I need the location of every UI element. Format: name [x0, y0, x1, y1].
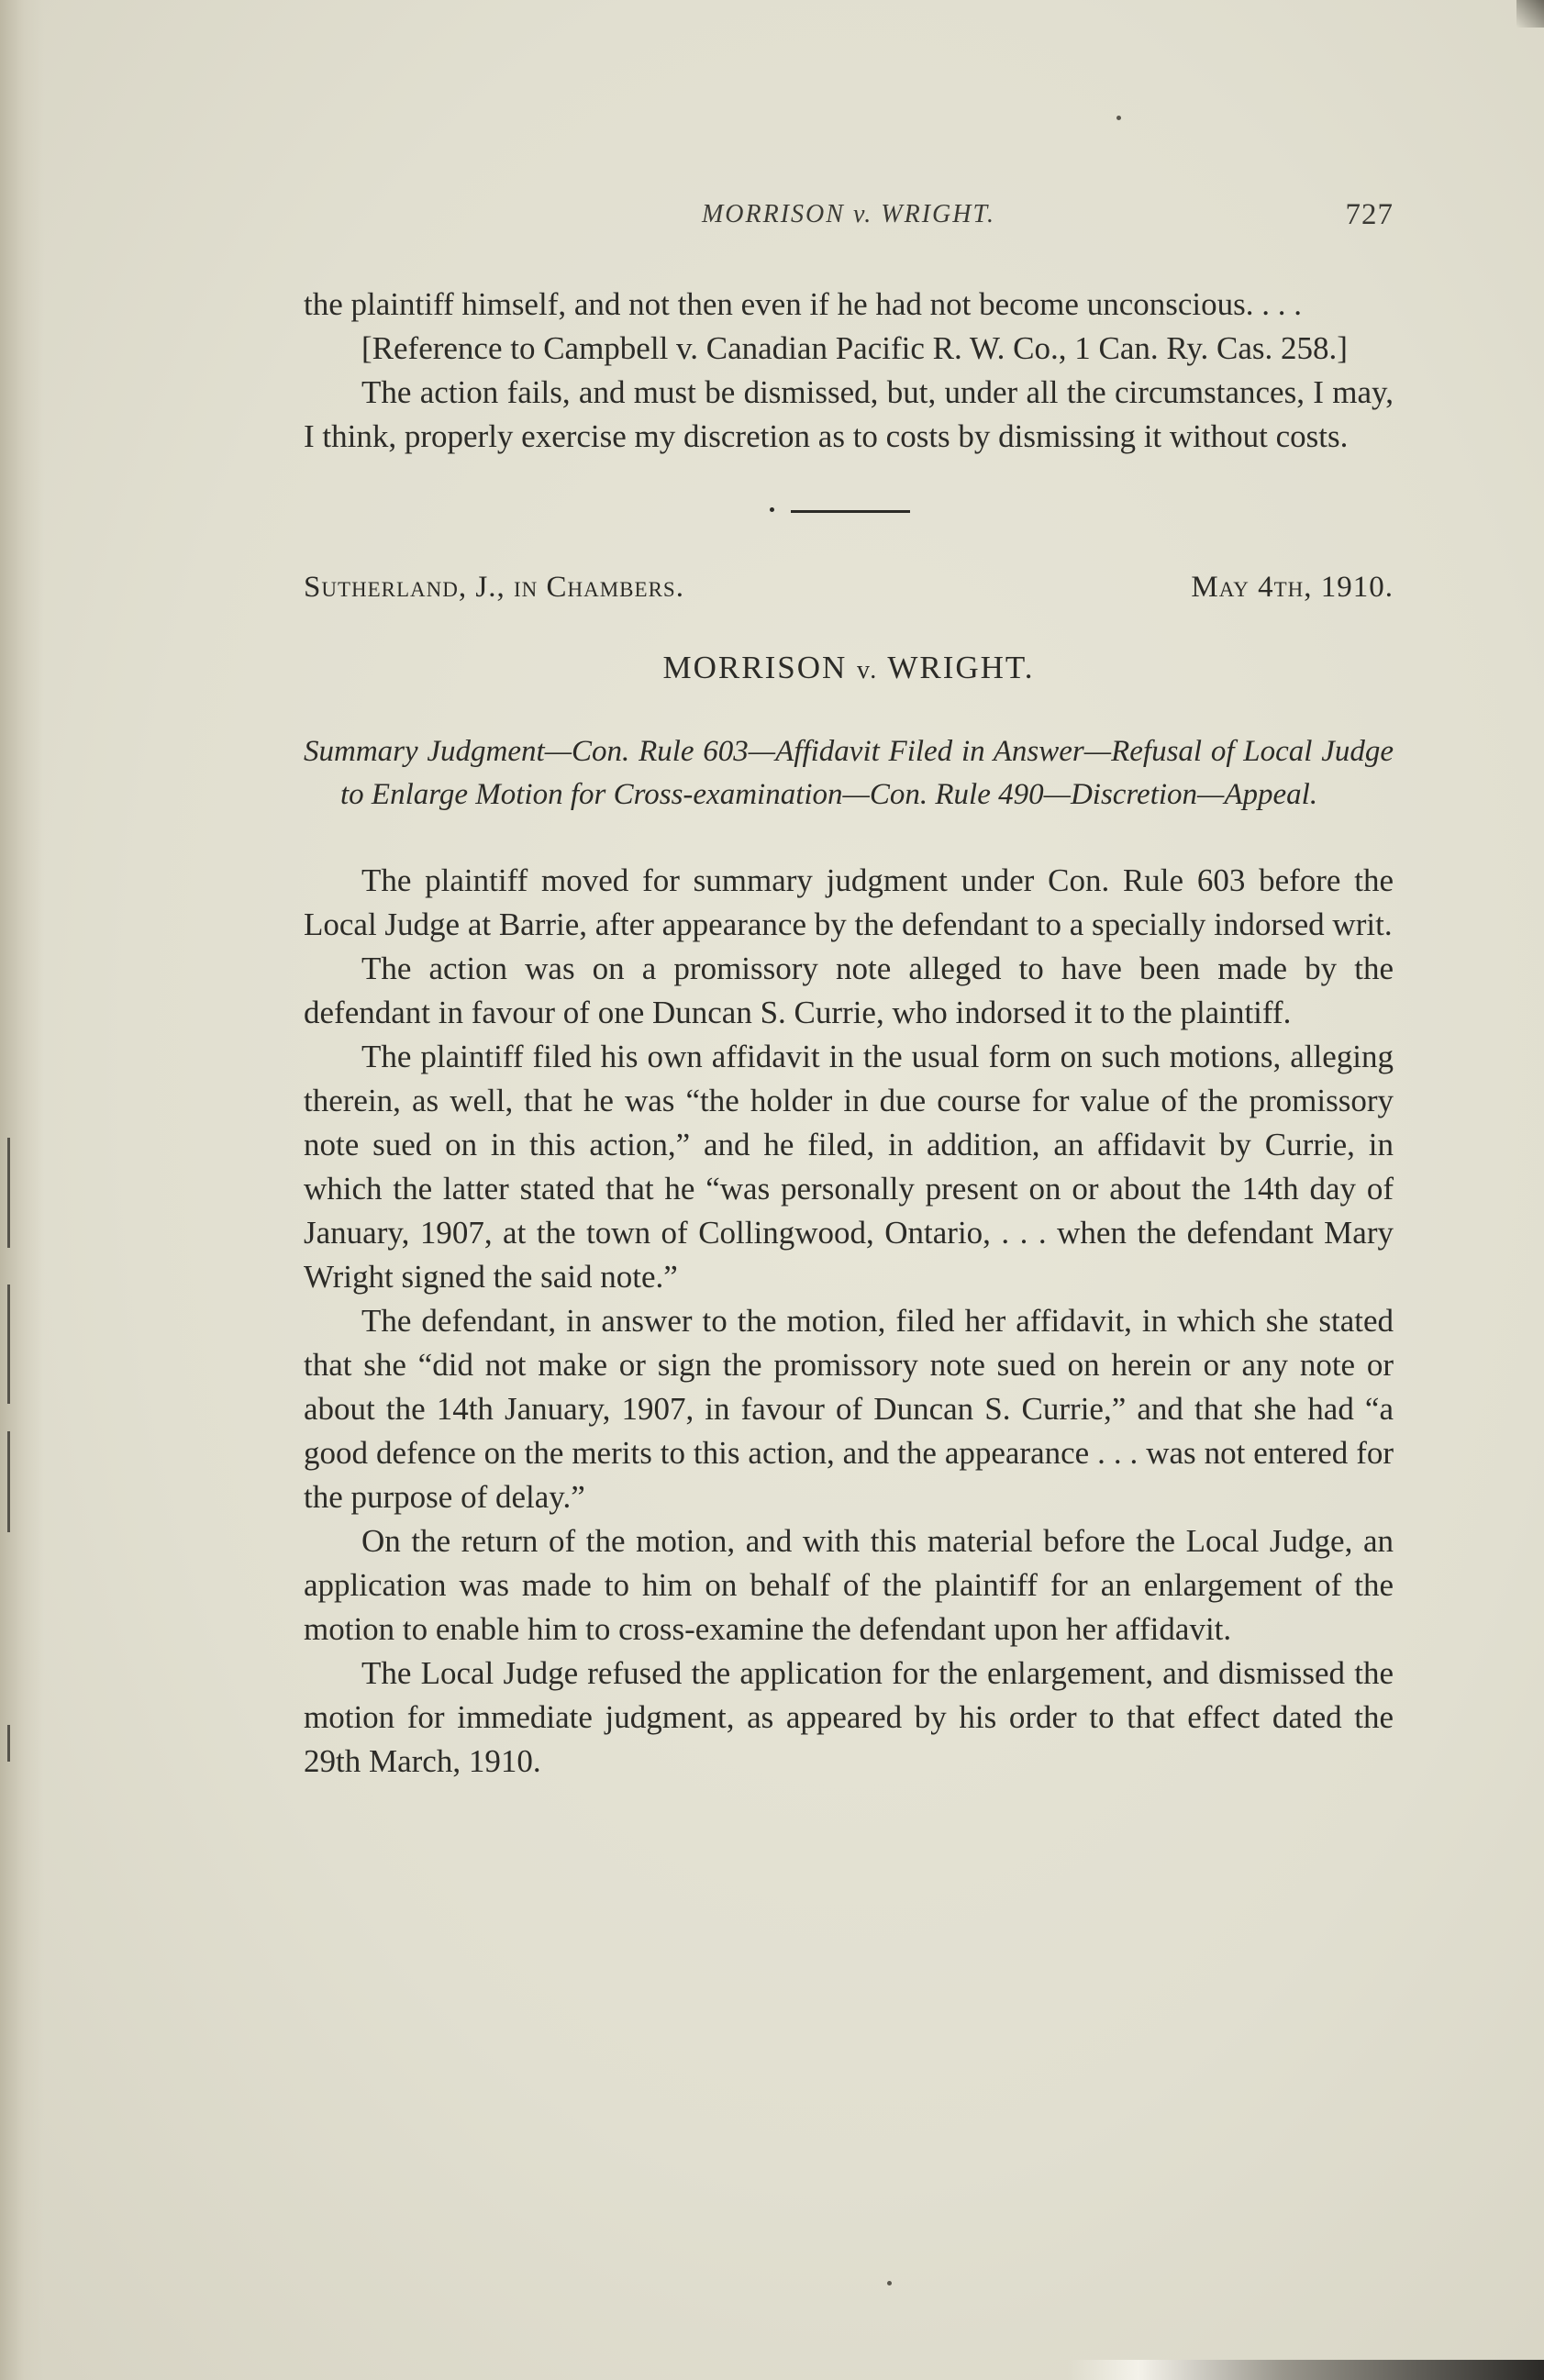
page-content [304, 184, 1394, 1784]
headnote: Summary Judgment—Con. Rule 603—Affidavit Filed in Answer—Refusal of Local Judge to Enlarge Motion for Cross-examination—Con. Rule 490—Discretion—Appeal. [304, 735, 1394, 811]
paragraph: [Reference to Campbell v. Canadian Pacific R. W. Co., 1 Can. Ry. Cas. 258.] [361, 330, 1348, 366]
court-name: Sutherland, J., in Chambers. [304, 571, 684, 604]
gutter-mark [7, 1285, 10, 1404]
paragraph: The plaintiff moved for summary judgment under Con. Rule 603 before the Local Judge at Barrie, after appearance by the defendant to a specially indorsed writ. [304, 862, 1394, 942]
section-divider [304, 459, 1394, 569]
gutter-mark [7, 1431, 10, 1532]
paragraph: The action was on a promissory note alleged to have been made by the defendant in favour of one Duncan S. Currie, who indorsed it to the plaintiff. [304, 951, 1394, 1030]
ink-fleck [887, 2281, 892, 2285]
court-line [304, 565, 1394, 609]
body-text [304, 859, 1394, 1784]
top-text [304, 283, 1394, 459]
paragraph: The defendant, in answer to the motion, filed her affidavit, in which she stated that she “did not make or sign the promissory note sued on herein or any note or about the 14th January, 1907, in favour of Duncan S. Currie,” and that she had “a good defence on the merits to this action, and the appearance . . . was not entered for the purpose of delay.” [304, 1303, 1394, 1515]
running-title: MORRISON v. WRIGHT. [701, 200, 995, 228]
paragraph: The Local Judge refused the application for the enlargement, and dismissed the motion for immediate judgment, as appeared by his order to that effect dated the 29th March, 1910. [304, 1655, 1394, 1779]
paragraph: The plaintiff filed his own affidavit in the usual form on such motions, alleging therein, as well, that he was “the holder in due course for value of the promissory note sued on in this action,” and he filed, in addition, an affidavit by Currie, in which the latter stated that he “was personally present on or about the 14th day of January, 1907, at the town of Collingwood, Ontario, . . . when the defendant Mary Wright signed the said note.” [304, 1039, 1394, 1295]
paragraph: the plaintiff himself, and not then even if he had not become unconscious. . . . [304, 286, 1302, 322]
running-head [304, 184, 1394, 239]
divider-dot [770, 507, 774, 512]
paragraph: The action fails, and must be dismissed, but, under all the circumstances, I may, I think, properly exercise my discretion as to costs by dismissing it without costs. [304, 374, 1394, 454]
page-number: 727 [1345, 198, 1394, 231]
paragraph: On the return of the motion, and with this material before the Local Judge, an application was made to him on behalf of the plaintiff for an enlargement of the motion to enable him to cross-examine the defendant upon her affidavit. [304, 1523, 1394, 1647]
ink-fleck [1116, 116, 1121, 120]
case-title [304, 646, 1394, 690]
decision-date: May 4th, 1910. [1191, 571, 1394, 604]
divider-rule [791, 510, 910, 513]
corner-shadow [1516, 0, 1544, 28]
gutter-mark [7, 1725, 10, 1762]
case-party-left: MORRISON [662, 650, 848, 685]
case-versus: v. [857, 656, 879, 684]
case-party-right: WRIGHT. [887, 650, 1035, 685]
gutter-mark [7, 1138, 10, 1248]
scan-edge [1067, 2360, 1544, 2380]
